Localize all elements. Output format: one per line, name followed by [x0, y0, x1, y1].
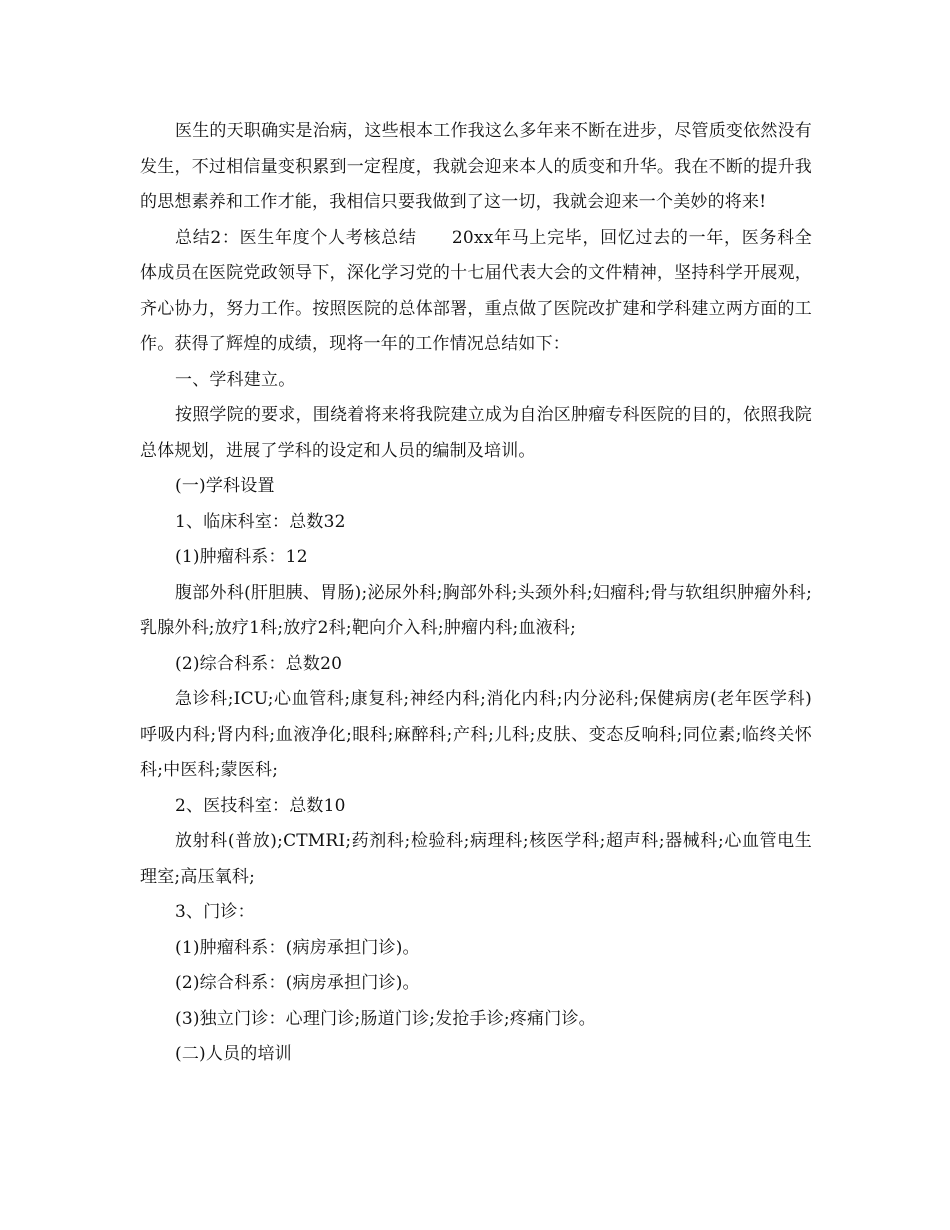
document-body [140, 114, 812, 1073]
list-item-clinical-departments: 1、临床科室：总数32 [175, 511, 346, 532]
list-item-general-departments: (2)综合科系：总数20 [175, 653, 343, 674]
paragraph-medical-tech-list: 放射科(普放);CTMRI;药剂科;检验科;病理科;核医学科;超声科;器械科;心血管电生理室;高压氧科; [140, 831, 812, 887]
list-item-medical-tech-departments: 2、医技科室：总数10 [175, 795, 346, 816]
paragraph-general-list: 急诊科;ICU;心血管科;康复科;神经内科;消化内科;内分泌科;保健病房(老年医学科)呼吸内科;肾内科;血液净化;眼科;麻醉科;产科;儿科;皮肤、变态反响科;同位素;临终关怀科;中医科;蒙医科; [140, 689, 812, 780]
list-item-outpatient-oncology: (1)肿瘤科系：(病房承担门诊)。 [175, 937, 420, 958]
list-item-outpatient: 3、门诊： [175, 902, 255, 922]
paragraph-oncology-list: 腹部外科(肝胆胰、胃肠);泌尿外科;胸部外科;头颈外科;妇瘤科;骨与软组织肿瘤外科;乳腺外科;放疗1科;放疗2科;靶向介入科;肿瘤内科;血液科; [140, 582, 812, 638]
subheading-discipline-setup: (一)学科设置 [175, 476, 275, 496]
list-item-oncology-departments: (1)肿瘤科系：12 [175, 547, 308, 567]
paragraph-summary-2: 总结2：医生年度个人考核总结 20xx年马上完毕，回忆过去的一年，医务科全体成员在医院党政领导下，深化学习党的十七届代表大会的文件精神，坚持科学开展观，齐心协力，努力工作。按照医院的总体部署，重点做了医院改扩建和学科建立两方面的工作。获得了辉煌的成绩，现将一年的工作情况总结如下： [140, 227, 812, 354]
section-heading-discipline: 一、学科建立。 [175, 369, 296, 390]
subheading-staff-training: (二)人员的培训 [175, 1044, 292, 1064]
list-item-outpatient-general: (2)综合科系：(病房承担门诊)。 [175, 973, 420, 993]
list-item-outpatient-independent: (3)独立门诊：心理门诊;肠道门诊;发抢手诊;疼痛门诊。 [175, 1008, 596, 1029]
paragraph-intro: 医生的天职确实是治病，这些根本工作我这么多年来不断在进步，尽管质变依然没有发生，不过相信量变积累到一定程度，我就会迎来本人的质变和升华。我在不断的提升我的思想素养和工作才能，我相信只要我做到了这一切，我就会迎来一个美妙的将来! [140, 121, 812, 212]
paragraph-discipline-plan: 按照学院的要求，围绕着将来将我院建立成为自治区肿瘤专科医院的目的，依照我院总体规划，进展了学科的设定和人员的编制及培训。 [140, 405, 812, 461]
